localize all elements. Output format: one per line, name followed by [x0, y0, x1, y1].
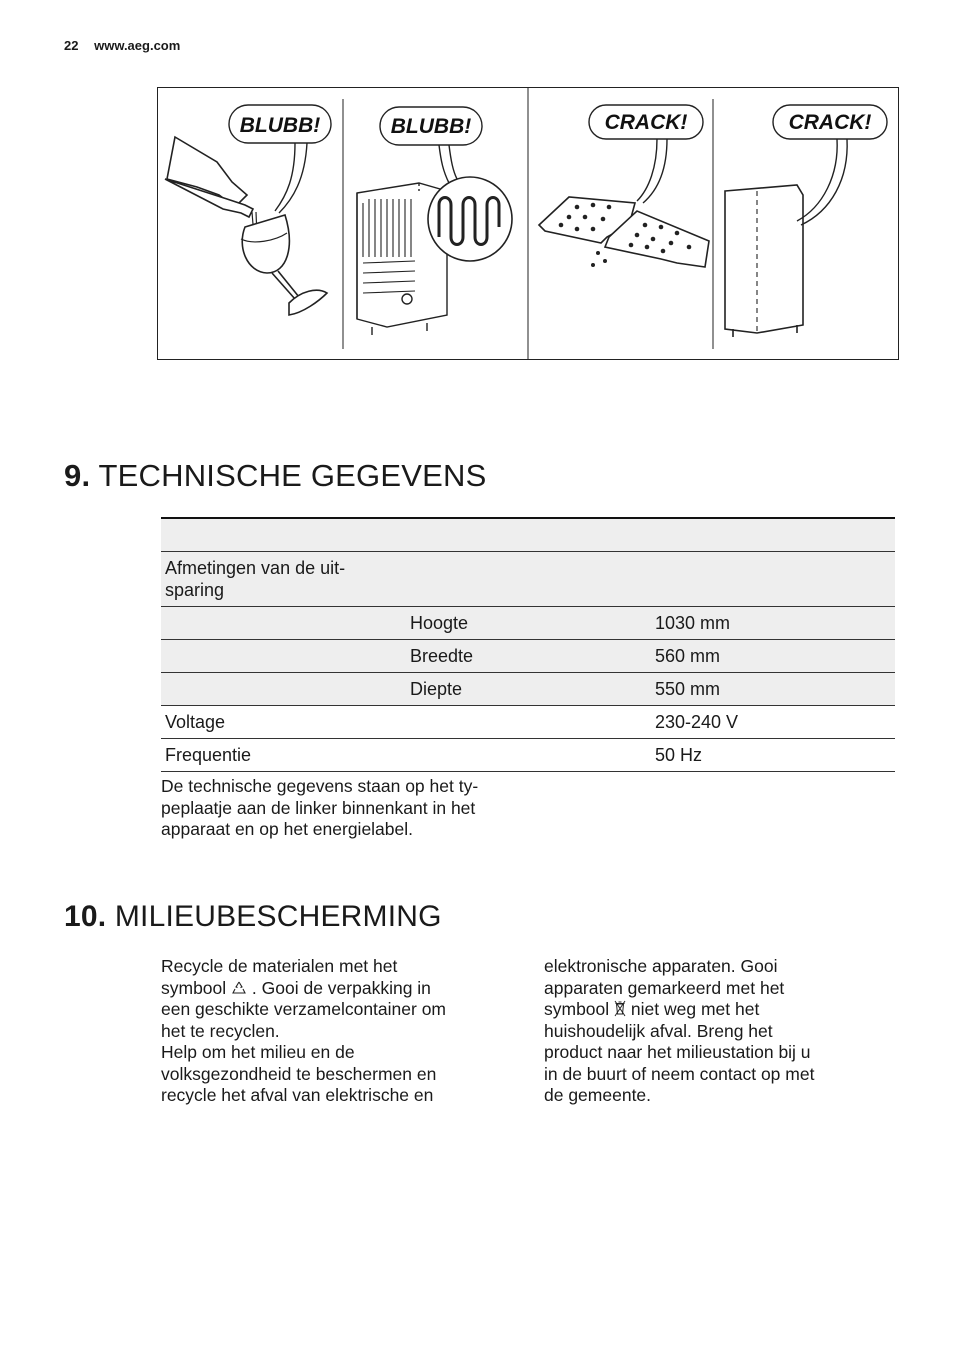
- table-row: [161, 552, 895, 607]
- section-number: 10.: [64, 900, 107, 933]
- text-line: een geschikte verzamelcontainer om: [161, 999, 447, 1019]
- noise-illustration: [157, 87, 899, 360]
- text-line: [161, 978, 491, 1000]
- table-row: [161, 607, 895, 640]
- row-sublabel: Breedte: [406, 640, 651, 673]
- text-line: elektronische apparaten. Gooi: [544, 956, 778, 976]
- row-sublabel: [406, 706, 651, 739]
- page-header: [64, 38, 180, 53]
- text-line: apparaten gemarkeerd met het: [544, 977, 785, 998]
- text-line: in de buurt of neem contact op met: [544, 1063, 815, 1084]
- text-line: Recycle de materialen met het: [161, 956, 398, 976]
- note-line: apparaat en op het energielabel.: [161, 819, 414, 839]
- crossed-bin-icon: [614, 1000, 626, 1017]
- note-line: De technische gegevens staan op het ty-: [161, 776, 479, 796]
- coil-zoom-icon: [428, 177, 512, 261]
- section-title-technical-data: [64, 458, 486, 494]
- text-line: de gemeente.: [544, 1085, 652, 1105]
- table-row: [161, 706, 895, 739]
- text-fragment: symbool: [161, 977, 227, 998]
- table-row: [161, 640, 895, 673]
- recycle-icon: [231, 980, 247, 996]
- section-number: 9.: [64, 458, 91, 493]
- row-sublabel: [406, 739, 651, 772]
- row-value: 230-240 V: [651, 706, 895, 739]
- row-label: Voltage: [161, 706, 406, 739]
- section-title-environment: [64, 900, 442, 934]
- note-line: peplaatje aan de linker binnenkant in het: [161, 797, 476, 818]
- row-value: 550 mm: [651, 673, 895, 706]
- technical-data-table: [161, 517, 895, 772]
- row-value: 1030 mm: [651, 607, 895, 640]
- text-line: [544, 999, 864, 1021]
- bubble-label: BLUBB!: [239, 114, 321, 137]
- text-line: huishoudelijk afval. Breng het: [544, 1020, 773, 1041]
- row-value: 560 mm: [651, 640, 895, 673]
- text-fragment: symbool: [544, 999, 610, 1019]
- text-line: Help om het milieu en de: [161, 1042, 355, 1062]
- section-title-text: MILIEUBESCHERMING: [114, 900, 442, 933]
- text-fragment: niet weg met het: [630, 999, 760, 1019]
- text-line: recycle het afval van elektrische en: [161, 1085, 434, 1105]
- row-label: [161, 673, 406, 706]
- text-fragment: . Gooi de verpakking in: [251, 977, 431, 998]
- row-sublabel: Hoogte: [406, 607, 651, 640]
- table-row: [161, 673, 895, 706]
- table-header-row: [161, 518, 895, 552]
- environment-text-left: [161, 956, 491, 1107]
- header-url[interactable]: www.aeg.com: [94, 38, 181, 53]
- bubble-label: BLUBB!: [390, 115, 472, 138]
- fridge-front-icon: [725, 185, 803, 337]
- technical-data-note: [161, 776, 521, 841]
- row-value: 50 Hz: [651, 739, 895, 772]
- recess-dimensions-label: Afmetingen van de uit- sparing: [161, 552, 406, 607]
- bubble-label: CRACK!: [604, 111, 688, 134]
- row-label: Frequentie: [161, 739, 406, 772]
- row-sublabel: Diepte: [406, 673, 651, 706]
- text-line: product naar het milieustation bij u: [544, 1042, 811, 1062]
- text-line: volksgezondheid te beschermen en: [161, 1063, 437, 1084]
- row-label: [161, 607, 406, 640]
- page-number: 22: [64, 38, 79, 53]
- text-line: het te recyclen.: [161, 1020, 280, 1041]
- bubble-label: CRACK!: [788, 111, 872, 134]
- section-title-text: TECHNISCHE GEGEVENS: [98, 458, 487, 493]
- table-row: [161, 739, 895, 772]
- environment-text-right: [544, 956, 864, 1107]
- row-label: [161, 640, 406, 673]
